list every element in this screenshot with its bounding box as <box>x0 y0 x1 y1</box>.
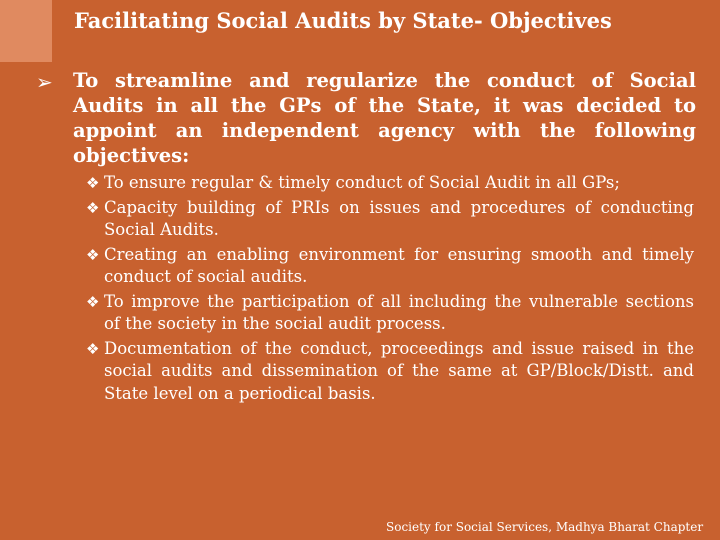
objective-item <box>86 197 694 242</box>
diamond-bullet-icon: ❖ <box>86 245 100 264</box>
diamond-bullet-icon: ❖ <box>86 174 100 192</box>
objective-text: Creating an enabling environment for ensuring smooth and timely conduct of social audits. <box>104 244 694 286</box>
objective-item <box>86 172 694 195</box>
slide-title: Facilitating Social Audits by State- Objectives <box>74 8 612 33</box>
accent-block <box>0 0 52 62</box>
objective-item <box>86 291 694 336</box>
main-bullet-text: To streamline and regularize the conduct of Social Audits in all the GPs of the State, it was decided to appoint an independent agency with the following objectives: <box>73 69 696 167</box>
objective-text: To ensure regular & timely conduct of Social Audit in all GPs; <box>104 173 620 192</box>
objective-text: Documentation of the conduct, proceedings and issue raised in the social audits and dissemination of the same at GP/Block/Distt. and State level on a periodical basis. <box>104 338 694 403</box>
diamond-bullet-icon: ❖ <box>86 292 100 311</box>
objective-item <box>86 244 694 289</box>
objectives-list <box>86 172 694 407</box>
diamond-bullet-icon: ❖ <box>86 198 100 217</box>
footer-credit: Society for Social Services, Madhya Bharat Chapter <box>386 520 704 534</box>
objective-item <box>86 338 694 406</box>
objective-text: To improve the participation of all including the vulnerable sections of the society in the social audit process. <box>104 291 694 333</box>
diamond-bullet-icon: ❖ <box>86 339 100 358</box>
objective-text: Capacity building of PRIs on issues and procedures of conducting Social Audits. <box>104 197 694 239</box>
main-bullet <box>36 68 696 168</box>
arrow-bullet-icon: ➢ <box>36 70 53 94</box>
